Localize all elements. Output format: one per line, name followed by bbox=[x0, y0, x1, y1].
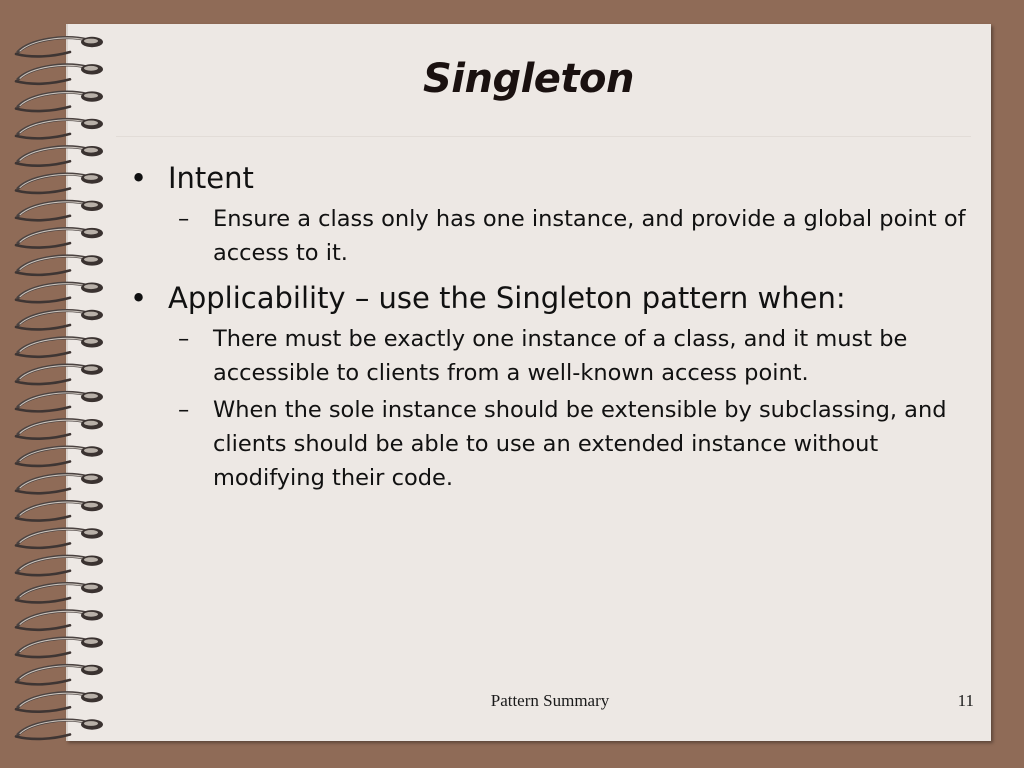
spiral-ring-icon bbox=[16, 528, 103, 548]
subbullet-text: Ensure a class only has one instance, and provide a global point of access to it. bbox=[213, 206, 966, 266]
slide-title: Singleton bbox=[422, 56, 635, 102]
spiral-ring-icon bbox=[16, 583, 103, 603]
bullet-applicability bbox=[128, 280, 968, 316]
spiral-ring-icon bbox=[16, 173, 103, 193]
spiral-ring-icon bbox=[16, 228, 103, 248]
subbullet-intent-definition bbox=[128, 202, 968, 270]
footer-title: Pattern Summary bbox=[490, 691, 610, 710]
page-number: 11 bbox=[957, 691, 974, 710]
spiral-ring-icon bbox=[16, 692, 103, 712]
spiral-ring-icon bbox=[16, 283, 103, 303]
dash-marker: – bbox=[178, 206, 190, 232]
subbullet-text: When the sole instance should be extensible by subclassing, and clients should be able to use an extended instance without modifying their code. bbox=[213, 397, 947, 491]
subbullet-text: There must be exactly one instance of a class, and it must be accessible to clients from a well-known access point. bbox=[213, 326, 908, 386]
spiral-ring-icon bbox=[16, 665, 103, 685]
dash-marker: – bbox=[178, 397, 190, 423]
spiral-ring-icon bbox=[16, 146, 103, 166]
spiral-ring-icon bbox=[16, 37, 103, 57]
spiral-ring-icon bbox=[16, 119, 103, 139]
spiral-ring-icon bbox=[16, 392, 103, 412]
title-divider bbox=[116, 136, 971, 137]
bullet-intent bbox=[128, 160, 968, 196]
bullet-marker: • bbox=[130, 161, 148, 195]
spiral-ring-icon bbox=[16, 310, 103, 330]
spiral-ring-icon bbox=[16, 255, 103, 275]
spiral-ring-icon bbox=[16, 556, 103, 576]
spiral-binding-icon bbox=[12, 30, 122, 742]
subbullet-exactly-one-instance bbox=[128, 322, 968, 390]
spiral-ring-icon bbox=[16, 446, 103, 466]
spiral-ring-icon bbox=[16, 637, 103, 657]
spiral-ring-icon bbox=[16, 419, 103, 439]
spiral-ring-icon bbox=[16, 474, 103, 494]
slide-body bbox=[128, 160, 968, 505]
spiral-ring-icon bbox=[16, 364, 103, 384]
spiral-ring-icon bbox=[16, 201, 103, 221]
spiral-ring-icon bbox=[16, 337, 103, 357]
subbullet-extensible-instance bbox=[128, 393, 968, 495]
bullet-marker: • bbox=[130, 281, 148, 315]
spiral-ring-icon bbox=[16, 501, 103, 521]
bullet-text: Intent bbox=[168, 161, 254, 195]
spiral-ring-icon bbox=[16, 610, 103, 630]
applicability-subitems bbox=[128, 322, 968, 495]
dash-marker: – bbox=[178, 326, 190, 352]
spiral-ring-icon bbox=[16, 719, 103, 739]
bullet-text: Applicability – use the Singleton pattern when: bbox=[168, 281, 846, 315]
intent-subitems bbox=[128, 202, 968, 270]
